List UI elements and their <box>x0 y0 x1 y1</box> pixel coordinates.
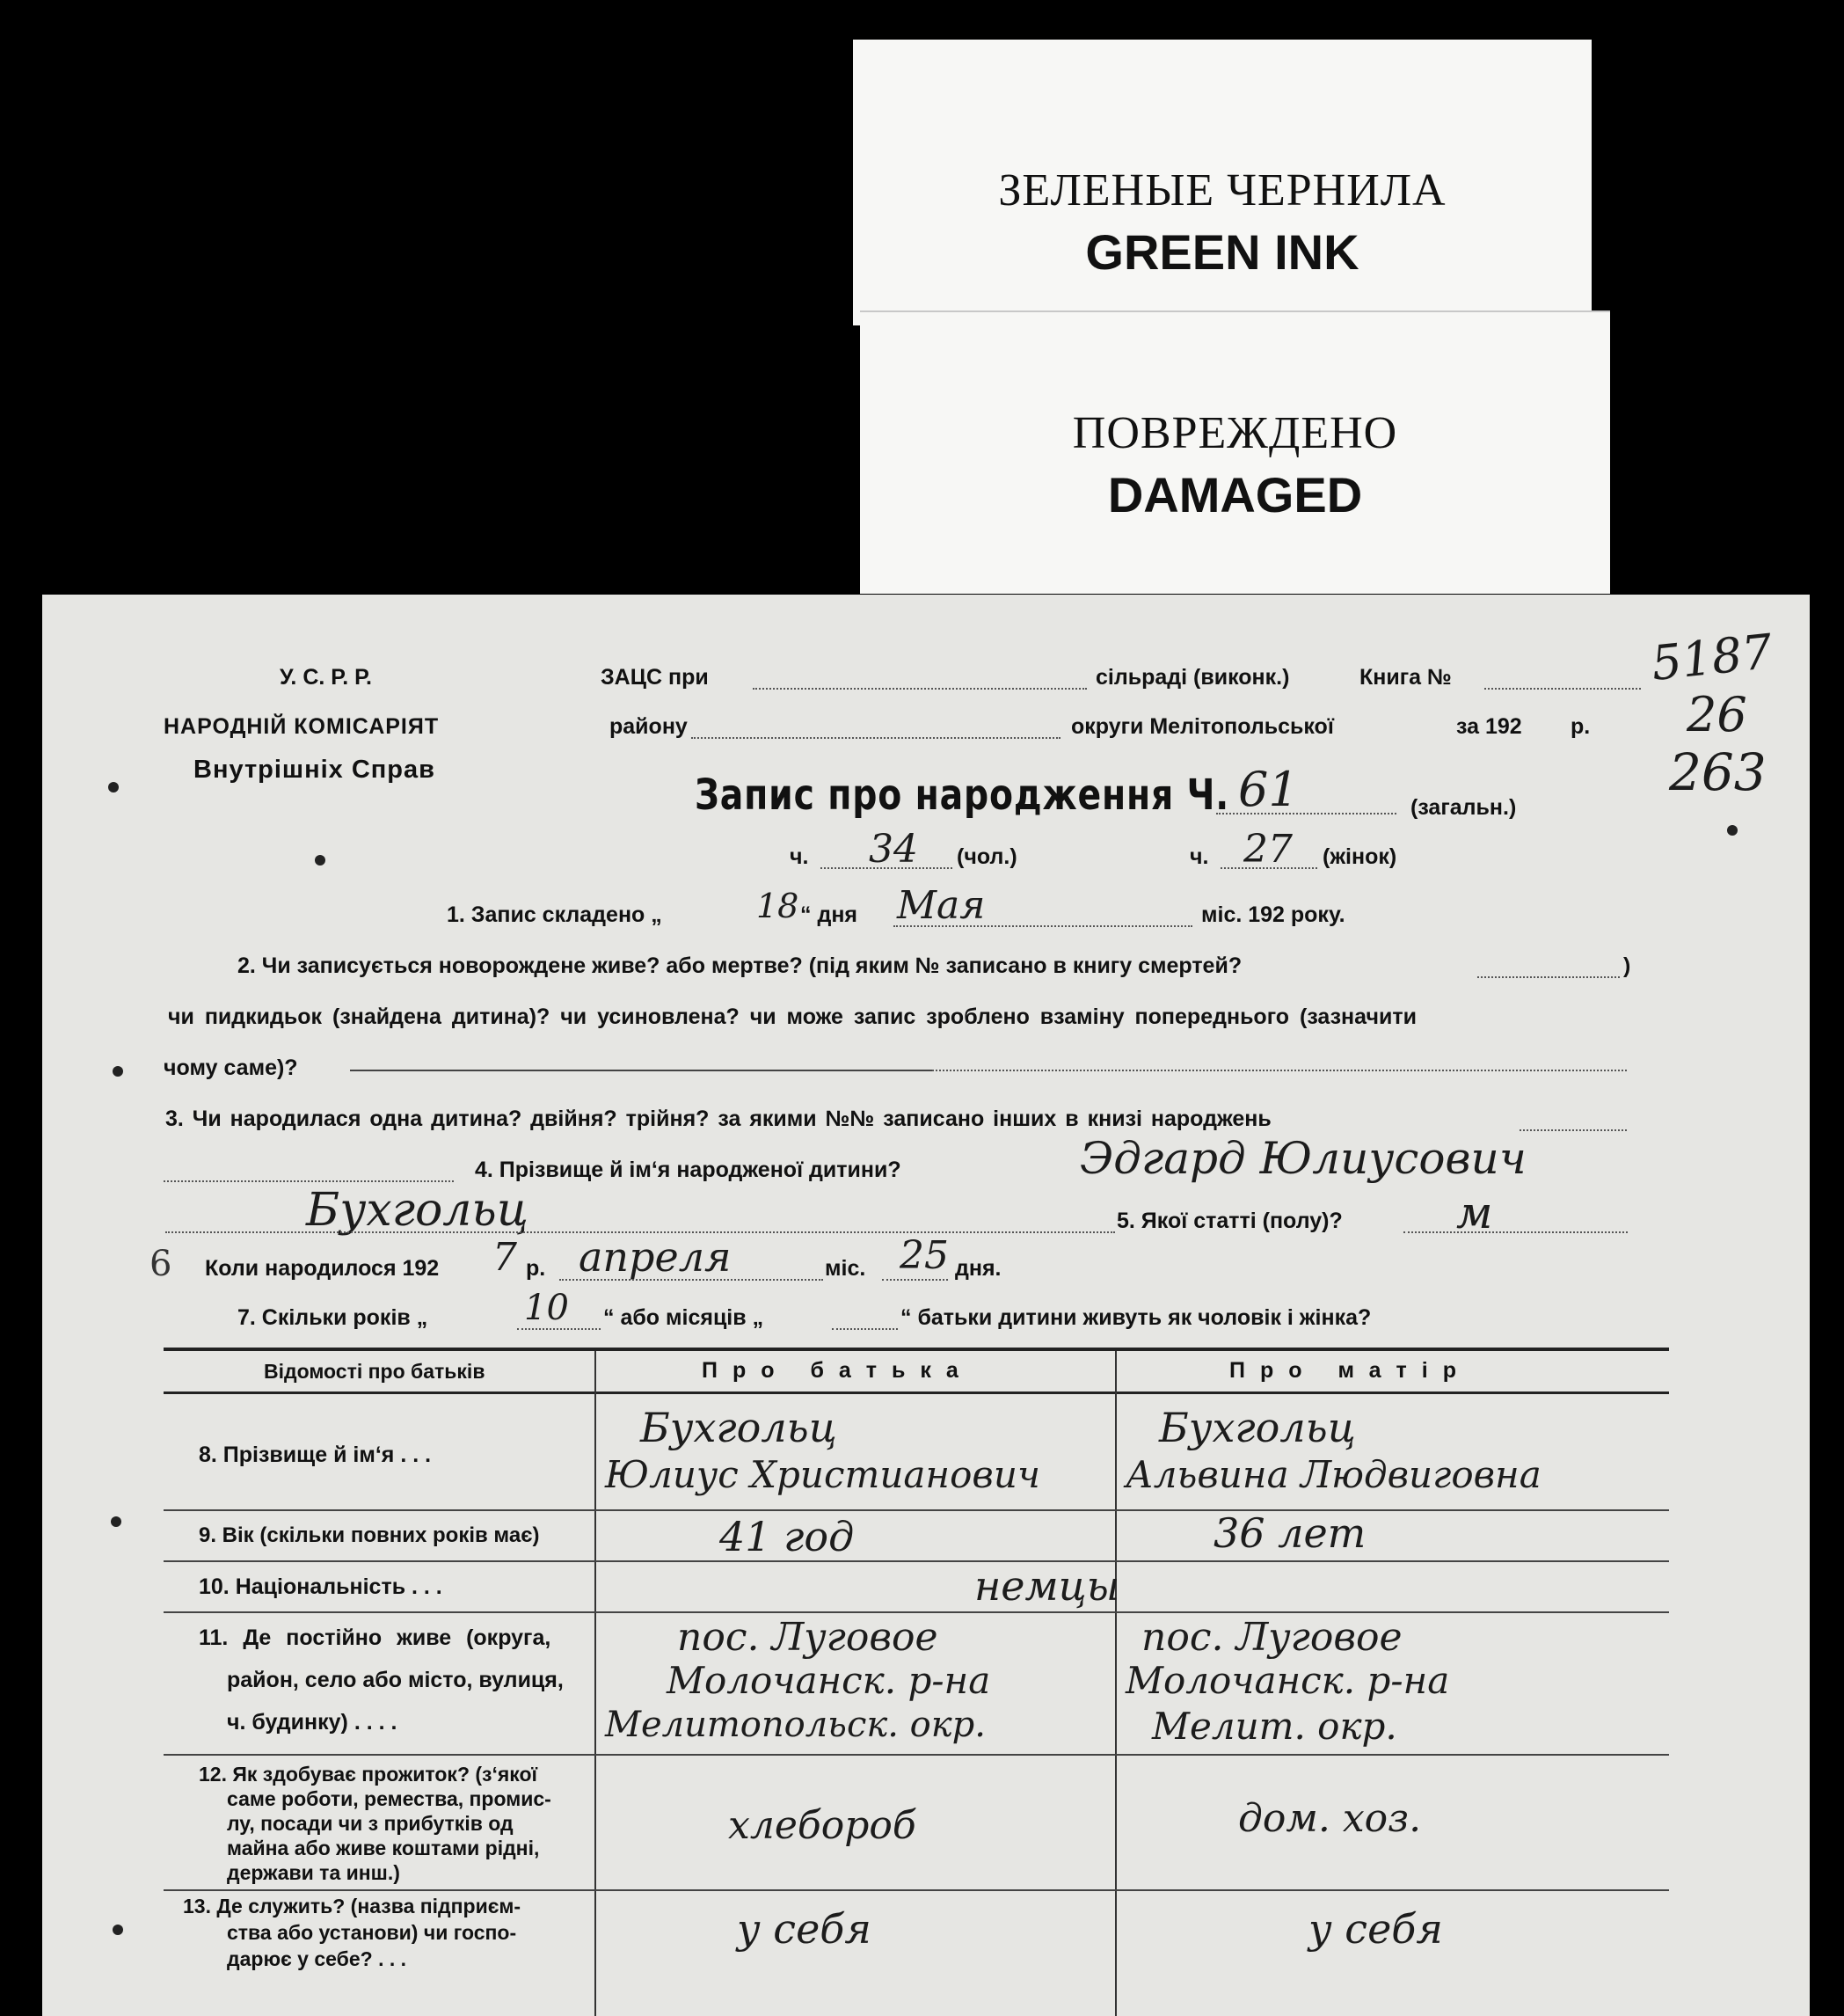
table-row-divider <box>164 1754 1669 1756</box>
mother-address-3-hw: Мелит. окр. <box>1152 1705 1397 1748</box>
ch-label-female: ч. <box>1190 844 1209 869</box>
table-row-divider <box>164 1611 1669 1613</box>
row-label: 13. Де служить? (назва підприєм- <box>183 1895 521 1917</box>
row-label: ч. будинку) . . . . <box>227 1710 397 1735</box>
punch-hole <box>113 1066 123 1077</box>
father-address-2-hw: Молочанск. р-на <box>667 1659 991 1702</box>
table-col-divider <box>1115 1351 1117 2016</box>
row-label: ства або установи) чи госпо- <box>227 1921 517 1944</box>
row-label: лу, посади чи з прибутків од <box>227 1812 514 1835</box>
table-header-father: Про батька <box>702 1358 973 1383</box>
corner-number-2: 26 <box>1687 687 1747 742</box>
q6-mis: міс. <box>825 1256 866 1281</box>
note-damaged-ru: ПОВРЕЖДЕНО <box>1072 408 1398 458</box>
page-title: Запис про народження Ч. <box>695 771 1230 820</box>
table-col-divider <box>594 1351 596 2016</box>
council-label: сільраді (виконк.) <box>1096 665 1290 690</box>
table-top-rule <box>164 1348 1669 1351</box>
female-label: (жінок) <box>1323 844 1397 869</box>
q3-field-1 <box>1520 1129 1627 1131</box>
q7-mid: “ або місяців „ <box>603 1305 764 1330</box>
q2-line3: чому саме)? <box>164 1055 298 1080</box>
q5-field <box>1403 1231 1628 1233</box>
child-surname-handwritten: Бухгольц <box>306 1184 528 1237</box>
zags-label: ЗАЦС при <box>601 665 709 690</box>
father-age-hw: 41 год <box>719 1513 855 1560</box>
table-header-mother: Про матір <box>1229 1358 1471 1383</box>
book-field <box>1484 688 1641 690</box>
punch-hole <box>1727 825 1738 836</box>
q1-day-handwritten: 18 <box>756 887 799 925</box>
note-green-ink-ru: ЗЕЛЕНЫЕ ЧЕРНИЛА <box>998 165 1447 215</box>
father-occupation-hw: хлебороб <box>728 1803 916 1848</box>
row-label: 10. Національність . . . <box>199 1574 442 1599</box>
q2-line2: чи пидкидьок (знайдена дитина)? чи усиновлена? чи може запис зроблено взаміну попереднього (зазначити <box>168 1004 1417 1029</box>
father-name-hw: Юлиус Христианович <box>605 1453 1040 1496</box>
commissariat-line1: НАРОДНІЙ КОМІСАРІЯТ <box>164 714 440 739</box>
female-count-field <box>1221 867 1317 869</box>
child-name-handwritten: Эдгард Юлиусович <box>1080 1133 1527 1184</box>
district-label: району <box>609 714 688 739</box>
row-label: саме роботи, ремества, промис- <box>227 1787 551 1810</box>
punch-hole <box>315 855 325 866</box>
row-label: 12. Як здобуває прожиток? (з‘якої <box>199 1763 538 1786</box>
male-count-handwritten: 34 <box>869 827 918 872</box>
table-header-rule <box>164 1391 1669 1394</box>
q7-years-field <box>517 1328 601 1330</box>
mother-workplace-hw: у себя <box>1308 1905 1443 1953</box>
punch-hole <box>108 782 119 793</box>
zags-field <box>753 688 1087 690</box>
district-field <box>691 737 1060 739</box>
total-label: (загальн.) <box>1410 795 1517 820</box>
row-label: район, село або місто, вулиця, <box>227 1668 564 1692</box>
q1-mid: “ дня <box>800 902 858 927</box>
father-workplace-hw: у себя <box>737 1905 871 1953</box>
row-label: 8. Прізвище й ім‘я . . . <box>199 1443 432 1467</box>
row-label: держави та инш.) <box>227 1861 400 1884</box>
row-label: 11. Де постійно живе (округа, <box>199 1625 551 1650</box>
row-label: 9. Вік (скільки повних років має) <box>199 1523 540 1547</box>
table-header-info: Відомості про батьків <box>264 1360 485 1383</box>
okrug-label: округи Мелітопольської <box>1071 714 1334 739</box>
q7-suffix: “ батьки дитини живуть як чоловік і жінка? <box>900 1305 1372 1330</box>
q1-suffix: міс. 192 року. <box>1201 902 1345 927</box>
record-number-field <box>1216 813 1396 814</box>
green-ink-note <box>853 40 1592 325</box>
q5-label: 5. Якої статті (полу)? <box>1117 1209 1343 1233</box>
margin-number-6: 6 <box>149 1244 172 1284</box>
male-label: (чол.) <box>957 844 1017 869</box>
record-number-handwritten: 61 <box>1238 762 1299 817</box>
ussr-header: У. С. Р. Р. <box>280 665 372 690</box>
ch-label-male: ч. <box>790 844 809 869</box>
sex-handwritten: м <box>1456 1187 1493 1238</box>
years-married-handwritten: 10 <box>524 1288 569 1328</box>
q6-prefix: Коли народилося 192 <box>205 1256 440 1281</box>
corner-number-1: 5187 <box>1649 623 1775 692</box>
mother-surname-hw: Бухгольц <box>1159 1404 1356 1451</box>
q6-month-field <box>559 1279 823 1281</box>
q6-r: р. <box>526 1256 546 1281</box>
note-damaged-en: DAMAGED <box>1107 467 1363 522</box>
book-label: Книга № <box>1359 665 1452 690</box>
mother-age-hw: 36 лет <box>1214 1509 1367 1557</box>
q2-line1: 2. Чи записується новорождене живе? або мертве? (під яким № записано в книгу смертей? <box>237 953 1243 978</box>
table-row-divider <box>164 1560 1669 1562</box>
table-row-divider <box>164 1509 1669 1511</box>
father-surname-hw: Бухгольц <box>640 1404 837 1451</box>
q2-answer-line <box>350 1070 932 1071</box>
q3-field-2 <box>164 1180 454 1182</box>
nationality-hw: немцы <box>974 1562 1120 1610</box>
corner-number-3: 263 <box>1669 742 1767 802</box>
row-label: дарює у себе? . . . <box>227 1947 407 1970</box>
mother-address-1-hw: пос. Луговое <box>1141 1615 1403 1660</box>
q2-death-book-field <box>1477 976 1620 978</box>
q6-day-field <box>882 1279 948 1281</box>
birth-record-form <box>42 595 1810 2016</box>
father-address-3-hw: Мелитопольск. окр. <box>605 1705 986 1745</box>
birth-day-handwritten: 25 <box>900 1233 949 1278</box>
q2-answer-dots <box>932 1070 1627 1071</box>
male-count-field <box>820 867 952 869</box>
damaged-note <box>860 312 1610 594</box>
birth-year-handwritten: 7 <box>492 1235 517 1280</box>
punch-hole <box>111 1516 121 1527</box>
year-suffix: р. <box>1571 714 1591 739</box>
q2-line1-end: ) <box>1623 953 1631 978</box>
table-row-divider <box>164 1889 1669 1891</box>
q7-months-field <box>832 1328 898 1330</box>
birth-month-handwritten: апреля <box>579 1233 732 1281</box>
q1-prefix: 1. Запис складено „ <box>447 902 662 927</box>
year-label: за 192 <box>1456 714 1522 739</box>
q1-month-field <box>893 925 1192 927</box>
q6-dnya: дня. <box>955 1256 1002 1281</box>
mother-name-hw: Альвина Людвиговна <box>1126 1453 1542 1496</box>
female-count-handwritten: 27 <box>1243 827 1293 872</box>
father-address-1-hw: пос. Луговое <box>677 1615 938 1660</box>
mother-address-2-hw: Молочанск. р-на <box>1126 1659 1450 1702</box>
q7-prefix: 7. Скільки років „ <box>237 1305 428 1330</box>
q1-month-handwritten: Мая <box>897 883 986 928</box>
row-label: майна або живе коштами рідні, <box>227 1837 540 1859</box>
q4-label: 4. Прізвище й ім‘я народженої дитини? <box>475 1158 901 1182</box>
q3-line1: 3. Чи народилася одна дитина? двійня? трійня? за якими №№ записано інших в книзі народжень <box>165 1107 1272 1131</box>
punch-hole <box>113 1925 123 1935</box>
mother-occupation-hw: дом. хоз. <box>1238 1796 1422 1841</box>
commissariat-line2: Внутрішніх Справ <box>193 756 435 784</box>
note-green-ink-en: GREEN INK <box>1085 224 1359 280</box>
